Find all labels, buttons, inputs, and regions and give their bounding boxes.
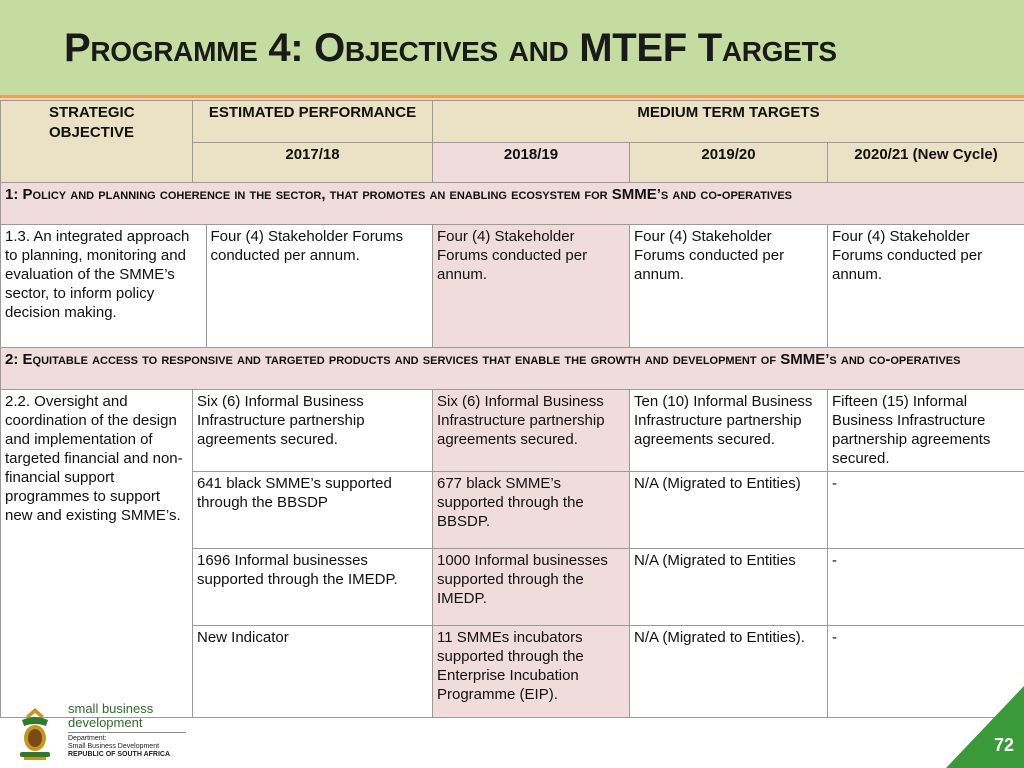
header-year: 2019/20 — [630, 143, 828, 183]
header-estimated-performance-label: ESTIMATED PERFORMANCE — [208, 104, 417, 121]
target-cell: N/A (Migrated to Entities — [630, 549, 828, 626]
header-medium-term-targets — [433, 101, 1024, 143]
target-cell: N/A (Migrated to Entities). — [630, 626, 828, 718]
target-cell: 641 black SMME’s supported through the BBSDP — [193, 472, 433, 549]
target-cell: 677 black SMME’s supported through the BBSDP. — [433, 472, 630, 549]
target-cell: Four (4) Stakeholder Forums conducted per annum. — [210, 228, 404, 264]
logo-country: REPUBLIC OF SOUTH AFRICA — [68, 751, 171, 758]
header-year: 2018/19 — [433, 143, 630, 183]
section-heading: 2: Equitable access to responsive and targeted products and services that enable the growth and development of SMME’s and co-operatives — [1, 348, 1024, 390]
targets-table — [0, 100, 1024, 718]
header-strategic-objective — [1, 101, 193, 183]
logo-divider — [68, 732, 186, 733]
logo-dept-line: Department: — [68, 735, 107, 742]
section-1-objective-and-estimate — [1, 225, 433, 348]
target-cell: - — [828, 472, 1024, 549]
logo-dept-line: Small Business Development — [68, 743, 160, 750]
header-estimated-performance — [193, 101, 433, 143]
header-year: 2017/18 — [193, 143, 433, 183]
page-number: 72 — [993, 735, 1014, 755]
section-heading: 1: Policy and planning coherence in the sector, that promotes an enabling ecosystem for SMME’s and co-operatives — [1, 183, 1024, 225]
header-year: 2020/21 (New Cycle) — [828, 143, 1024, 183]
page-title: Programme 4: Objectives and MTEF Targets — [64, 26, 837, 70]
target-cell: Six (6) Informal Business Infrastructure partnership agreements secured. — [433, 390, 630, 472]
target-cell: 11 SMMEs incubators supported through the Enterprise Incubation Programme (EIP). — [433, 626, 630, 718]
department-logo — [10, 700, 190, 764]
target-cell: - — [828, 549, 1024, 626]
header-strategic-objective-label: STRATEGIC OBJECTIVE — [49, 104, 135, 141]
target-cell: Four (4) Stakeholder Forums conducted per annum. — [630, 225, 828, 348]
target-cell: Ten (10) Informal Business Infrastructure partnership agreements secured. — [630, 390, 828, 472]
header-medium-term-targets-label: MEDIUM TERM TARGETS — [637, 104, 820, 121]
objective-cell: 2.2. Oversight and coordination of the design and implementation of targeted financial and non-financial support programmes to support new and existing SMME’s. — [1, 390, 193, 718]
target-cell: Fifteen (15) Informal Business Infrastructure partnership agreements secured. — [828, 390, 1024, 472]
target-cell: Four (4) Stakeholder Forums conducted per annum. — [433, 225, 630, 348]
logo-name — [68, 702, 153, 730]
coat-of-arms-icon — [14, 704, 56, 762]
logo-name-line: small business — [68, 701, 154, 716]
logo-name-line: development — [68, 715, 143, 730]
target-cell: 1696 Informal businesses supported through the IMEDP. — [193, 549, 433, 626]
target-cell: - — [828, 626, 1024, 718]
target-cell: Four (4) Stakeholder Forums conducted per annum. — [828, 225, 1024, 348]
objective-cell: 1.3. An integrated approach to planning, monitoring and evaluation of the SMME’s sector, to inform policy decision making. — [1, 225, 206, 347]
target-cell: New Indicator — [193, 626, 433, 718]
target-cell: Six (6) Informal Business Infrastructure partnership agreements secured. — [193, 390, 433, 472]
target-cell: 1000 Informal businesses supported through the IMEDP. — [433, 549, 630, 626]
target-cell: N/A (Migrated to Entities) — [630, 472, 828, 549]
logo-department — [68, 735, 170, 759]
